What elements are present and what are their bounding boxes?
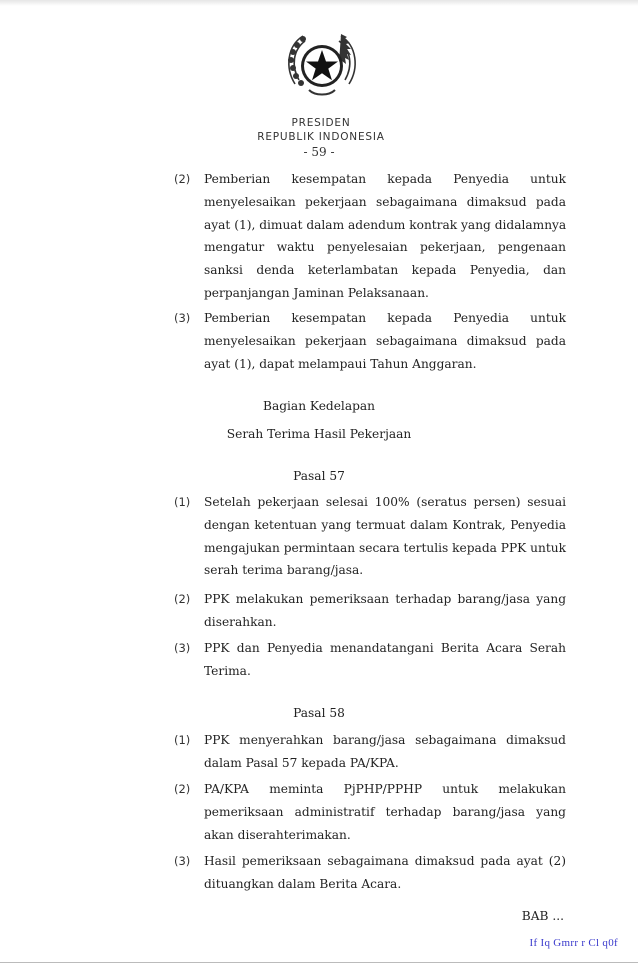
item-number: (3) — [174, 641, 191, 655]
text-line: PPK menyerahkan barang/jasa sebagaimana dimaksud — [204, 733, 566, 747]
section-title: Bagian Kedelapan — [263, 399, 375, 413]
header-republic: REPUBLIK INDONESIA — [257, 131, 385, 143]
text-line: Terima. — [204, 663, 251, 678]
garuda-emblem-icon — [281, 24, 363, 106]
text-line: Pemberian kesempatan kepada Penyedia untuk — [204, 311, 566, 325]
next-page-reference: BAB ... — [521, 909, 564, 923]
text-line: dengan ketentuan yang termuat dalam Kontrak, Penyedia — [204, 517, 566, 532]
text-line: ayat (1), dapat melampaui Tahun Anggaran. — [204, 356, 477, 371]
text-line: PA/KPA meminta PjPHP/PPHP untuk melakukan — [204, 782, 566, 796]
item-number: (1) — [174, 495, 191, 509]
document-code: If Iq Gmrr r Cl q0f — [529, 937, 618, 949]
item-number: (2) — [174, 592, 191, 606]
item-number: (2) — [174, 782, 191, 796]
text-line: Pemberian kesempatan kepada Penyedia untuk — [204, 172, 566, 186]
item-number: (3) — [174, 854, 191, 868]
text-line: dalam Pasal 57 kepada PA/KPA. — [204, 755, 399, 770]
text-line: mengajukan permintaan secara tertulis kepada PPK untuk — [204, 540, 566, 555]
text-line: Setelah pekerjaan selesai 100% (seratus persen) sesuai — [204, 495, 566, 509]
text-line: Hasil pemeriksaan sebagaimana dimaksud pada ayat (2) — [204, 854, 566, 868]
text-line: PPK dan Penyedia menandatangani Berita Acara Serah — [204, 641, 566, 655]
text-line: menyelesaikan pekerjaan sebagaimana dimaksud pada — [204, 194, 566, 209]
text-line: dituangkan dalam Berita Acara. — [204, 876, 402, 891]
item-number: (3) — [174, 311, 191, 325]
text-line: mengatur waktu penyelesaian pekerjaan, pengenaan — [204, 240, 566, 255]
text-line: menyelesaikan pekerjaan sebagaimana dimaksud pada — [204, 333, 566, 348]
text-line: ayat (1), dimuat dalam adendum kontrak yang didalamnya — [204, 217, 567, 232]
divider — [0, 962, 638, 963]
text-line: PPK melakukan pemeriksaan terhadap barang/jasa yang — [204, 592, 566, 606]
text-line: akan diserahterimakan. — [204, 827, 351, 842]
scan-top-edge — [0, 0, 638, 6]
item-number: (1) — [174, 733, 191, 747]
text-line: sanksi denda keterlambatan kepada Penyedia, dan — [204, 263, 566, 278]
header-president: PRESIDEN — [291, 117, 351, 129]
text-line: serah terima barang/jasa. — [204, 563, 364, 578]
pasal-57-title: Pasal 57 — [293, 469, 345, 483]
item-number: (2) — [174, 172, 191, 186]
text-line: diserahkan. — [204, 614, 277, 629]
text-line: perpanjangan Jaminan Pelaksanaan. — [204, 285, 429, 300]
section-subtitle: Serah Terima Hasil Pekerjaan — [226, 427, 412, 441]
page-number: - 59 - — [303, 145, 335, 159]
text-line: pemeriksaan administratif terhadap barang/jasa yang — [204, 804, 566, 819]
pasal-58-title: Pasal 58 — [293, 706, 345, 720]
